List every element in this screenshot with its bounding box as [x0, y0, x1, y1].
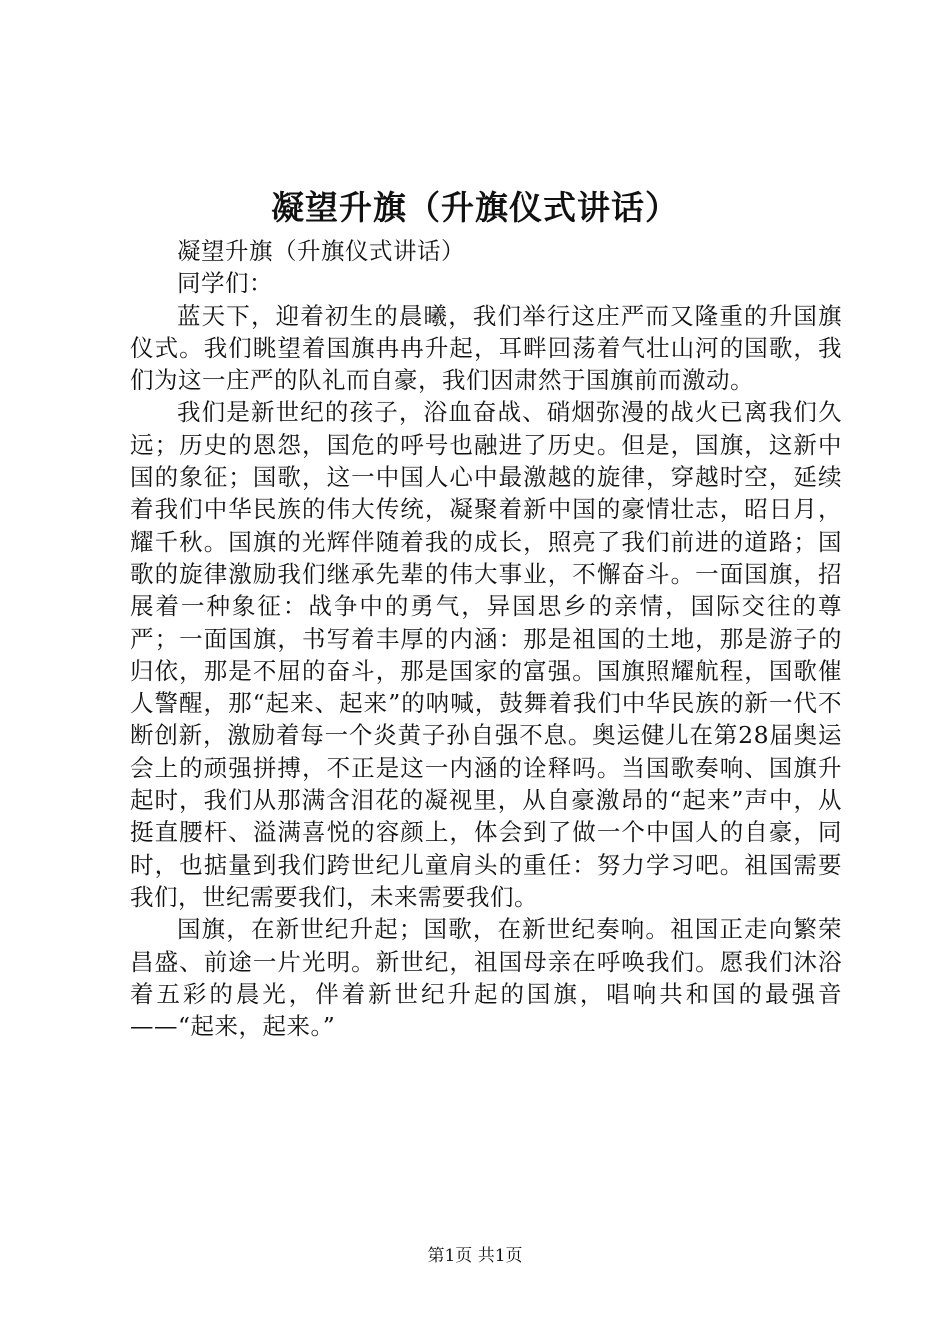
- page-title: 凝望升旗（升旗仪式讲话）: [271, 188, 679, 227]
- page-footer: 第1页 共1页: [427, 1246, 523, 1266]
- paragraph-2: 我们是新世纪的孩子，浴血奋战、硝烟弥漫的战火已离我们久远；历史的恩怨，国危的呼号也融进了历史。但是，国旗，这新中国的象征；国歌，这一中国人心中最激越的旋律，穿越时空，延续着我们中华民族的伟大传统，凝聚着新中国的豪情壮志，昭日月，耀千秋。国旗的光辉伴随着我的成长，照亮了我们前进的道路；国歌的旋律激励我们继承先辈的伟大事业，不懈奋斗。一面国旗，招展着一种象征：战争中的勇气，异国思乡的亲情，国际交往的尊严；一面国旗，书写着丰厚的内涵：那是祖国的土地，那是游子的归依，那是不屈的奋斗，那是国家的富强。国旗照耀航程，国歌催人警醒，那“起来、起来”的呐喊，鼓舞着我们中华民族的新一代不断创新，激励着每一个炎黄子孙自强不息。奥运健儿在第28届奥运会上的顽强拼搏，不正是这一内涵的诠释吗。当国歌奏响、国旗升起时，我们从那满含泪花的凝视里，从自豪激昂的“起来”声中，从挺直腰杆、溢满喜悦的容颜上，体会到了做一个中国人的自豪，同时，也掂量到我们跨世纪儿童肩头的重任：努力学习吧。祖国需要我们，世纪需要我们，未来需要我们。: [130, 398, 842, 911]
- document-body: [130, 235, 842, 1042]
- paragraph-3: 国旗，在新世纪升起；国歌，在新世纪奏响。祖国正走向繁荣昌盛、前途一片光明。新世纪，祖国母亲在呼唤我们。愿我们沐浴着五彩的晨光，伴着新世纪升起的国旗，唱响共和国的最强音——“起来，起来。”: [130, 915, 842, 1041]
- greeting-line: 同学们：: [177, 269, 273, 298]
- paragraph-1: 蓝天下，迎着初生的晨曦，我们举行这庄严而又隆重的升国旗仪式。我们眺望着国旗冉冉升起，耳畔回荡着气壮山河的国歌，我们为这一庄严的队礼而自豪，我们因肃然于国旗前而激动。: [130, 301, 842, 395]
- subtitle-line: 凝望升旗（升旗仪式讲话）: [177, 237, 465, 265]
